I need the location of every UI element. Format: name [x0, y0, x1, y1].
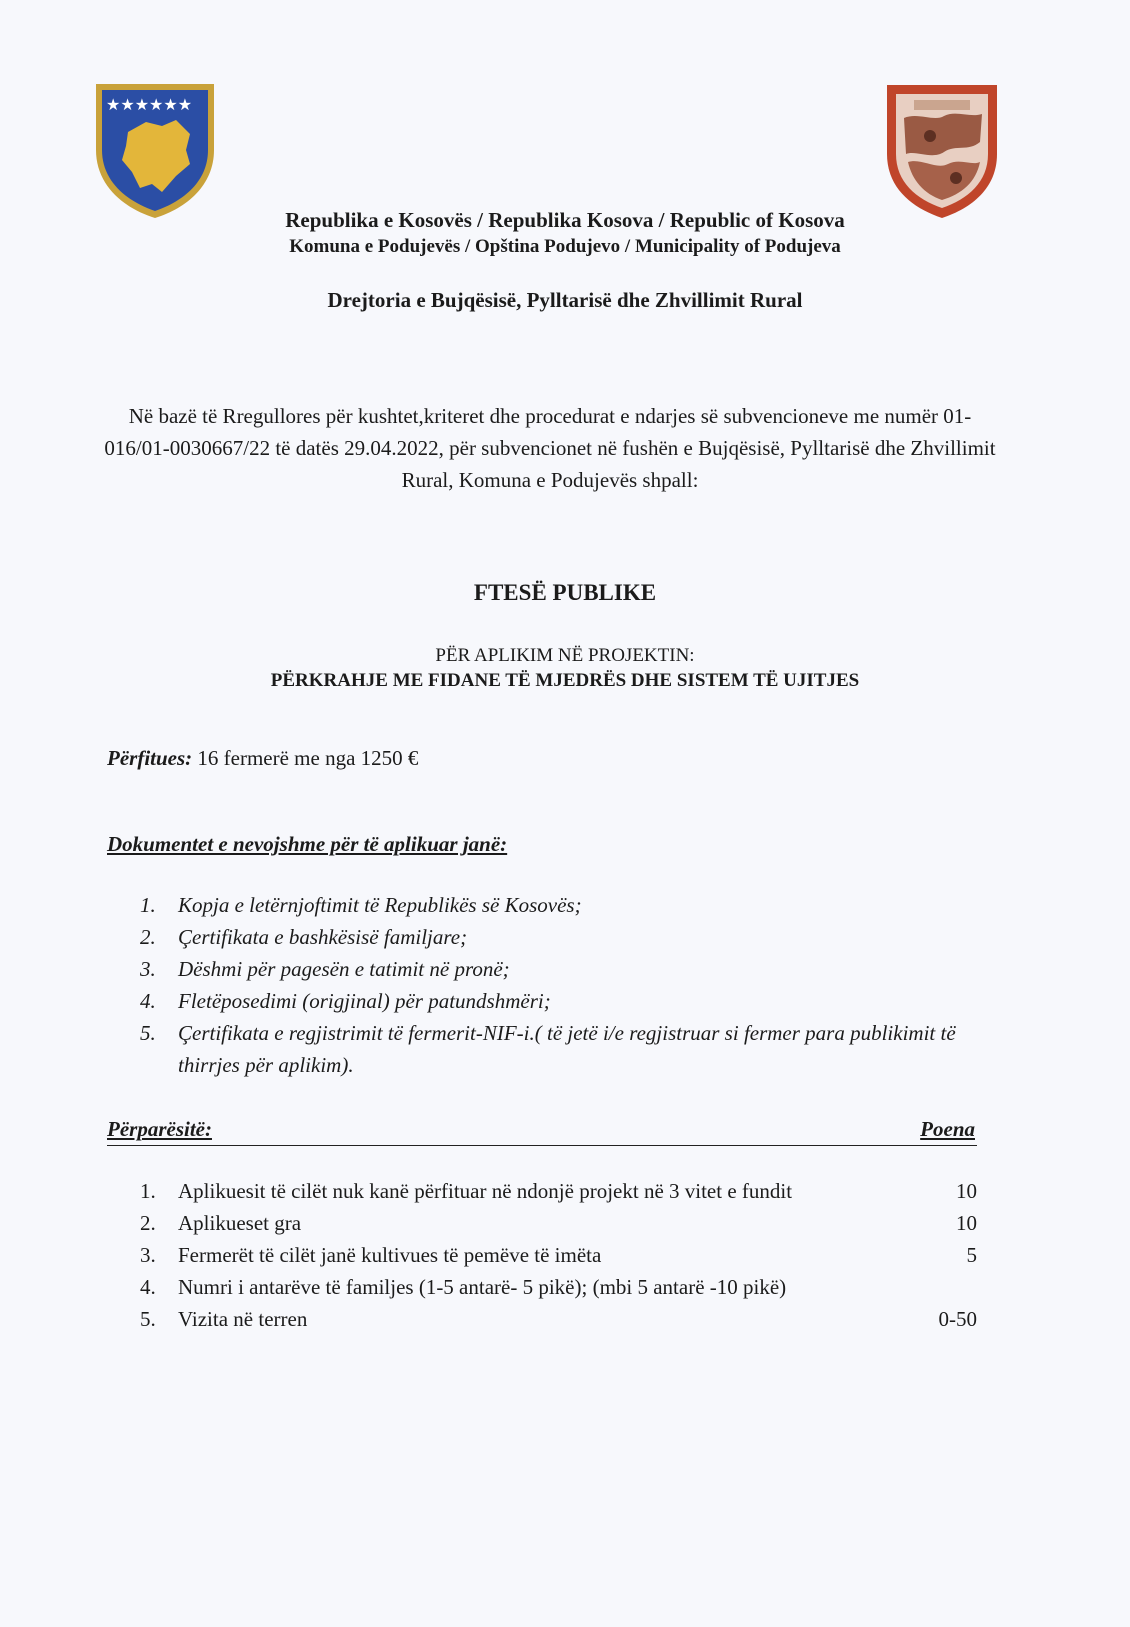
item-points: 10	[956, 1211, 977, 1235]
list-item	[140, 1207, 977, 1239]
item-number: 3.	[140, 1243, 156, 1267]
item-number: 1.	[140, 893, 156, 917]
intro-paragraph: Në bazë të Rregullores për kushtet,kriteret dhe procedurat e ndarjes së subvencioneve me numër 01-016/01-0030667/22 të datës 29.04.2022, për subvencionet në fushën e Bujqësisë, Pylltarisë dhe Zhvillimit Rural, Komuna e Podujevës shpall:	[104, 404, 996, 492]
item-text: Fletëposedimi (origjinal) për patundshmëri;	[178, 989, 551, 1013]
item-number: 1.	[140, 1179, 156, 1203]
country-header: Republika e Kosovës / Republika Kosova / Republic of Kosova	[285, 208, 845, 232]
item-number: 5.	[140, 1021, 156, 1045]
item-points	[927, 1271, 977, 1303]
item-text: Çertifikata e regjistrimit të fermerit-NIF-i.( të jetë i/e regjistruar si fermer para publikimit të thirrjes për aplikim).	[178, 1021, 956, 1077]
priorities-heading: Përparësitë:	[107, 1117, 212, 1141]
item-text: Numri i antarëve të familjes (1-5 antarë- 5 pikë); (mbi 5 antarë -10 pikë)	[178, 1275, 787, 1299]
item-number: 5.	[140, 1307, 156, 1331]
item-text: Vizita në terren	[178, 1307, 308, 1331]
project-name: PËRKRAHJE ME FIDANE TË MJEDRËS DHE SISTEM TË UJITJES	[270, 670, 860, 691]
beneficiaries-value: 16 fermerë me nga 1250 €	[197, 746, 419, 770]
priorities-list	[140, 1175, 977, 1335]
list-item	[140, 1175, 977, 1207]
item-text: Kopja e letërnjoftimit të Republikës së Kosovës;	[178, 893, 582, 917]
item-number: 4.	[140, 989, 156, 1013]
item-text: Çertifikata e bashkësisë familjare;	[178, 925, 468, 949]
list-item	[140, 889, 980, 921]
item-text: Aplikueset gra	[178, 1211, 302, 1235]
item-text: Dëshmi për pagesën e tatimit në pronë;	[178, 957, 510, 981]
points-heading: Poena	[920, 1117, 975, 1141]
item-number: 3.	[140, 957, 156, 981]
beneficiaries-line	[107, 746, 418, 771]
item-points: 5	[966, 1243, 977, 1267]
directorate-header: Drejtoria e Bujqësisë, Pylltarisë dhe Zhvillimit Rural	[327, 288, 803, 312]
municipality-header: Komuna e Podujevës / Opština Podujevo / Municipality of Podujeva	[289, 236, 841, 257]
item-points: 10	[956, 1179, 977, 1203]
project-intro: PËR APLIKIM NË PROJEKTIN:	[435, 645, 695, 666]
podujeva-municipal-emblem	[884, 82, 1000, 220]
priorities-header	[107, 1117, 977, 1146]
documents-heading: Dokumentet e nevojshme për të aplikuar janë:	[107, 832, 508, 856]
beneficiaries-label: Përfitues:	[107, 746, 193, 770]
kosovo-coat-of-arms	[92, 80, 218, 220]
svg-text:★★★★★★: ★★★★★★	[106, 95, 193, 114]
item-number: 2.	[140, 925, 156, 949]
item-number: 4.	[140, 1275, 156, 1299]
list-item	[140, 985, 980, 1017]
list-item	[140, 1303, 977, 1335]
item-points: 0-50	[938, 1307, 977, 1331]
list-item	[140, 1271, 977, 1303]
list-item	[140, 921, 980, 953]
call-title: FTESË PUBLIKE	[473, 580, 657, 605]
item-text: Fermerët të cilët janë kultivues të pemëve të imëta	[178, 1243, 602, 1267]
list-item	[140, 953, 980, 985]
item-number: 2.	[140, 1211, 156, 1235]
list-item	[140, 1239, 977, 1271]
documents-list	[140, 889, 980, 1081]
item-text: Aplikuesit të cilët nuk kanë përfituar në ndonjë projekt në 3 vitet e fundit	[178, 1179, 793, 1203]
list-item	[140, 1017, 980, 1081]
